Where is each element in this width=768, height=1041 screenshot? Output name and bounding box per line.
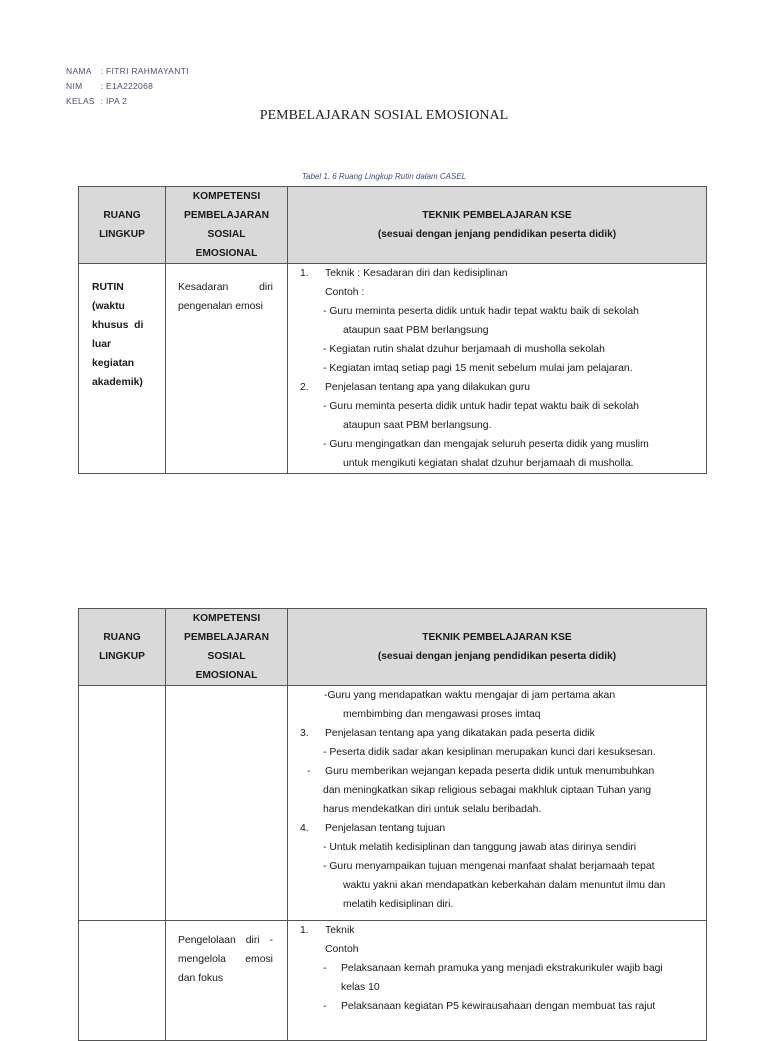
student-info	[66, 64, 189, 109]
header-text: SOSIAL	[207, 651, 246, 662]
name-value: : FITRI RAHMAYANTI	[100, 66, 189, 76]
header-text: LINGKUP	[99, 229, 145, 240]
header-text: (sesuai dengan jenjang pendidikan peserta didik)	[377, 651, 617, 662]
header-text: PEMBELAJARAN	[184, 632, 269, 643]
bullet-dash: -	[323, 963, 327, 974]
ruang-lingkup-cell	[79, 921, 166, 1041]
text-line: - Guru meminta peserta didik untuk hadir tepat waktu baik di sekolah	[323, 401, 639, 412]
header-text: RUANG	[103, 210, 141, 221]
text-line: waktu yakni akan mendapatkan keberkahan dalam menuntut ilmu dan	[343, 880, 666, 891]
item-heading: Teknik	[325, 925, 355, 936]
text-line: melatih kedisiplinan diri.	[343, 899, 454, 910]
table-1-header-row	[79, 187, 707, 264]
name-label: NAMA	[66, 66, 92, 76]
header-text: SOSIAL	[207, 229, 246, 240]
text-line: - Guru meminta peserta didik untuk hadir tepat waktu baik di sekolah	[323, 306, 639, 317]
ruang-text: kegiatan	[92, 358, 135, 369]
table-caption: Tabel 1. 6 Ruang Lingkup Rutin dalam CASEL	[301, 172, 467, 181]
item-number: 1.	[300, 268, 309, 279]
ruang-text: khusus di	[92, 320, 144, 331]
table-2	[78, 608, 707, 1041]
header-text: KOMPETENSI	[192, 191, 261, 202]
item-number: 2.	[300, 382, 309, 393]
teknik-cell	[288, 921, 707, 1041]
kompetensi-text: Kesadaran diri pengenalan emosi	[178, 282, 273, 312]
text-line: ataupun saat PBM berlangsung	[343, 325, 489, 336]
text-line: - Guru menyampaikan tujuan mengenai manfaat shalat berjamaah tepat	[323, 861, 655, 872]
header-kompetensi	[166, 609, 288, 686]
item-number: 1.	[300, 925, 309, 936]
teknik-cell	[288, 264, 707, 474]
text-line: harus mendekatkan diri untuk selalu beribadah.	[323, 804, 542, 815]
ruang-lingkup-cell	[79, 264, 166, 474]
text-line: Contoh	[325, 944, 359, 955]
kompetensi-cell	[166, 921, 288, 1041]
header-kompetensi	[166, 187, 288, 264]
text-line: Pelaksanaan kemah pramuka yang menjadi ekstrakurikuler wajib bagi	[341, 963, 663, 974]
text-line: - Peserta didik sadar akan kesiplinan merupakan kunci dari kesuksesan.	[323, 747, 656, 758]
ruang-text: akademik)	[92, 377, 143, 388]
table-2-body-row	[79, 686, 707, 921]
header-text: TEKNIK PEMBELAJARAN KSE	[422, 210, 572, 221]
table-2-body-row-2	[79, 921, 707, 1041]
header-text: KOMPETENSI	[192, 613, 261, 624]
item-heading: Penjelasan tentang apa yang dilakukan guru	[325, 382, 531, 393]
header-teknik	[288, 609, 707, 686]
text-line: Guru memberikan wejangan kepada peserta didik untuk menumbuhkan	[325, 766, 655, 777]
header-text: PEMBELAJARAN	[184, 210, 269, 221]
text-line: - Guru mengingatkan dan mengajak seluruh peserta didik yang muslim	[323, 439, 649, 450]
teknik-cell	[288, 686, 707, 921]
ruang-text: (waktu	[92, 301, 125, 312]
header-ruang-lingkup	[79, 187, 166, 264]
bullet-dash: -	[307, 766, 311, 777]
header-ruang-lingkup	[79, 609, 166, 686]
text-line: - Kegiatan imtaq setiap pagi 15 menit sebelum mulai jam pelajaran.	[323, 363, 633, 374]
table-1-body-row	[79, 264, 707, 474]
item-heading: Penjelasan tentang tujuan	[325, 823, 446, 834]
text-line: Pelaksanaan kegiatan P5 kewirausahaan dengan membuat tas rajut	[341, 1001, 656, 1012]
header-teknik	[288, 187, 707, 264]
table-1	[78, 186, 707, 474]
table-2-header-row	[79, 609, 707, 686]
kompetensi-cell	[166, 686, 288, 921]
header-text: TEKNIK PEMBELAJARAN KSE	[422, 632, 572, 643]
item-heading: Penjelasan tentang apa yang dikatakan pada peserta didik	[325, 728, 595, 739]
kompetensi-text: Pengelolaan diri - mengelola emosi dan fokus	[178, 935, 273, 984]
item-number: 4.	[300, 823, 309, 834]
text-line: membimbing dan mengawasi proses imtaq	[343, 709, 541, 720]
class-value: : IPA 2	[100, 96, 128, 106]
header-text: EMOSIONAL	[195, 670, 258, 681]
header-text: (sesuai dengan jenjang pendidikan peserta didik)	[377, 229, 617, 240]
header-text: RUANG	[103, 632, 141, 643]
item-heading: Teknik : Kesadaran diri dan kedisiplinan	[325, 268, 508, 279]
text-line: -Guru yang mendapatkan waktu mengajar di jam pertama akan	[324, 690, 616, 701]
ruang-lingkup-cell	[79, 686, 166, 921]
text-line: - Untuk melatih kedisiplinan dan tanggung jawab atas dirinya sendiri	[323, 842, 637, 853]
nim-label: NIM	[66, 81, 83, 91]
text-line: kelas 10	[341, 982, 380, 993]
class-label: KELAS	[66, 96, 95, 106]
ruang-text: luar	[92, 339, 112, 350]
item-number: 3.	[300, 728, 309, 739]
header-text: LINGKUP	[99, 651, 145, 662]
text-line: dan meningkatkan sikap religious sebagai makhluk ciptaan Tuhan yang	[323, 785, 652, 796]
nim-value: : E1A222068	[100, 81, 154, 91]
text-line: untuk mengikuti kegiatan shalat dzuhur berjamaah di musholla.	[343, 458, 634, 469]
ruang-text: RUTIN	[92, 282, 124, 293]
text-line: ataupun saat PBM berlangsung.	[343, 420, 492, 431]
header-text: EMOSIONAL	[195, 248, 258, 259]
document-title: PEMBELAJARAN SOSIAL EMOSIONAL	[259, 108, 509, 123]
student-nim-row	[66, 79, 189, 94]
bullet-dash: -	[323, 1001, 327, 1012]
student-class-row	[66, 94, 189, 109]
text-line: - Kegiatan rutin shalat dzuhur berjamaah di musholla sekolah	[323, 344, 605, 355]
student-name-row	[66, 64, 189, 79]
kompetensi-cell	[166, 264, 288, 474]
text-line: Contoh :	[325, 287, 365, 298]
